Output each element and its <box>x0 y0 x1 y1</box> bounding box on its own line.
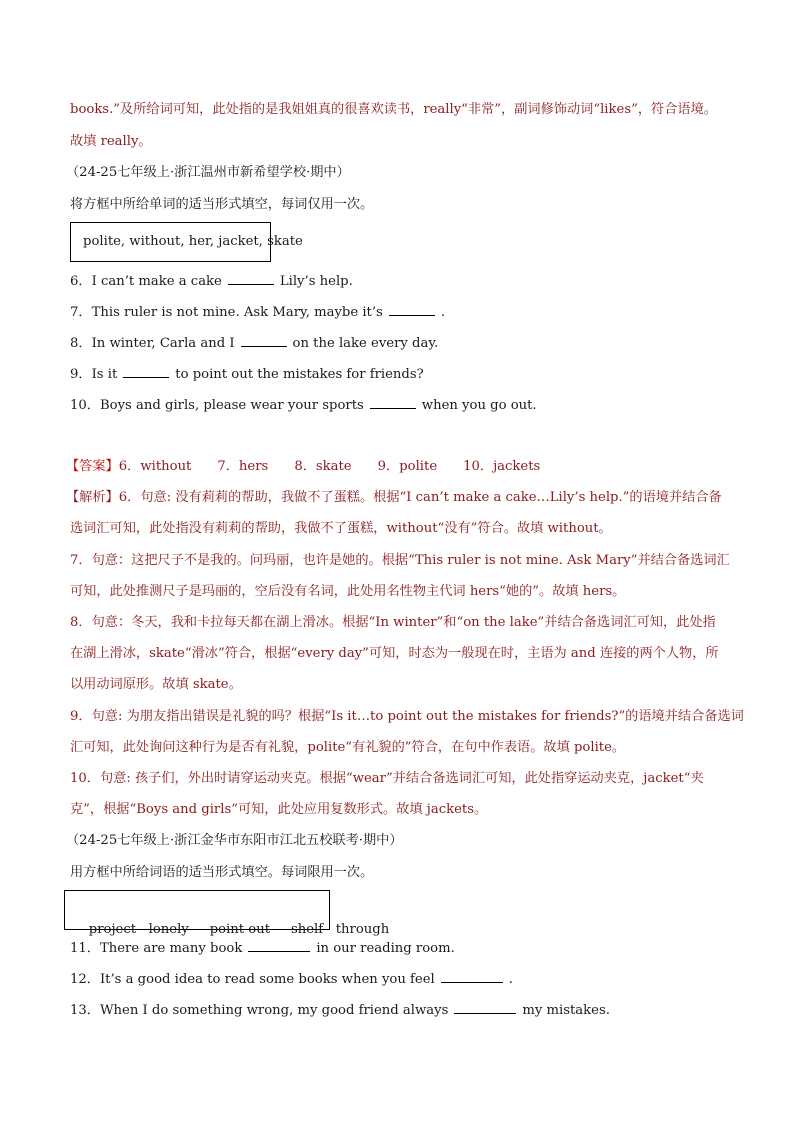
analysis-line: 以用动词原形。故填 skate。 <box>70 677 242 692</box>
analysis-line: 选词汇可知，此处指没有莉莉的帮助，我做不了蛋糕，without“没有”符合。故填 without。 <box>70 521 612 536</box>
answer-blank[interactable] <box>241 332 287 347</box>
section2-box-words: project lonely point out shelf through <box>88 922 390 937</box>
answer-6: 6．without <box>118 459 192 474</box>
analysis-continuation-line-2: 故填 really。 <box>70 134 152 149</box>
question-10: 10．Boys and girls, please wear your sports when you go out. <box>70 394 754 416</box>
section2-instruction: 用方框中所给词语的适当形式填空。每词限用一次。 <box>70 865 374 880</box>
answer-9: 9．polite <box>377 459 438 474</box>
analysis-line: 7．句意：这把尺子不是我的。问玛丽，也许是她的。根据“This ruler is not mine. Ask Mary”并结合备选词汇 <box>70 553 730 568</box>
section1-word-box <box>70 222 303 262</box>
answer-line <box>66 457 754 477</box>
answer-blank[interactable] <box>389 301 435 316</box>
answer-blank[interactable] <box>228 270 274 285</box>
question-7: 7．This ruler is not mine. Ask Mary, maybe it’s . <box>70 301 754 323</box>
answer-8: 8．skate <box>294 459 352 474</box>
question-13: 13．When I do something wrong, my good friend always my mistakes. <box>70 999 754 1021</box>
analysis-line: 可知，此处推测尺子是玛丽的，空后没有名词，此处用名性物主代词 hers“她的”。故填 hers。 <box>70 584 626 599</box>
analysis-line: 9．句意: 为朋友指出错误是礼貌的吗？根据“Is it…to point out the mistakes for friends?”的语境并结合备选词 <box>70 709 744 724</box>
answer-blank[interactable] <box>454 999 516 1014</box>
analysis-line: 【解析】6．句意: 没有莉莉的帮助，我做不了蛋糕。根据“I can’t make a cake…Lily’s help.”的语境并结合备 <box>66 490 722 505</box>
answer-tag: 【答案】 <box>66 459 119 474</box>
analysis-line: 克”，根据“Boys and girls”可知，此处应用复数形式。故填 jackets。 <box>70 802 488 817</box>
section1-source: （24-25七年级上·浙江温州市新希望学校·期中） <box>66 165 350 180</box>
analysis-line: 8．句意：冬天，我和卡拉每天都在湖上滑冰。根据“In winter”和“on the lake”并结合备选词汇可知，此处指 <box>70 615 716 630</box>
question-11: 11．There are many book in our reading room. <box>70 937 754 959</box>
answer-7: 7．hers <box>217 459 269 474</box>
question-6: 6．I can’t make a cake Lily’s help. <box>70 270 754 292</box>
answer-blank[interactable] <box>441 968 503 983</box>
question-8: 8．In winter, Carla and I on the lake every day. <box>70 332 754 354</box>
analysis-continuation-line-1: books.”及所给词可知，此处指的是我姐姐真的很喜欢读书，really“非常”，副词修饰动词“likes”，符合语境。 <box>70 102 717 117</box>
answer-10: 10．jackets <box>463 459 541 474</box>
question-12: 12．It’s a good idea to read some books when you feel . <box>70 968 754 990</box>
section1-instruction: 将方框中所给单词的适当形式填空，每词仅用一次。 <box>70 197 374 212</box>
answer-blank[interactable] <box>123 363 169 378</box>
analysis-line: 在湖上滑冰，skate“滑冰”符合，根据“every day”可知，时态为一般现在时，主语为 and 连接的两个人物，所 <box>70 646 719 661</box>
section1-box-words: polite, without, her, jacket, skate <box>83 234 303 249</box>
answer-blank[interactable] <box>248 937 310 952</box>
answer-blank[interactable] <box>370 394 416 409</box>
analysis-line: 10．句意: 孩子们，外出时请穿运动夹克。根据“wear”并结合备选词汇可知，此处指穿运动夹克，jacket“夹 <box>70 771 704 786</box>
section2-source: （24-25七年级上·浙江金华市东阳市江北五校联考·期中） <box>66 833 403 848</box>
section2-word-box <box>64 890 390 937</box>
question-9: 9．Is it to point out the mistakes for friends? <box>70 363 754 385</box>
analysis-line: 汇可知，此处询问这种行为是否有礼貌，polite“有礼貌的”符合，在句中作表语。故填 polite。 <box>70 740 626 755</box>
